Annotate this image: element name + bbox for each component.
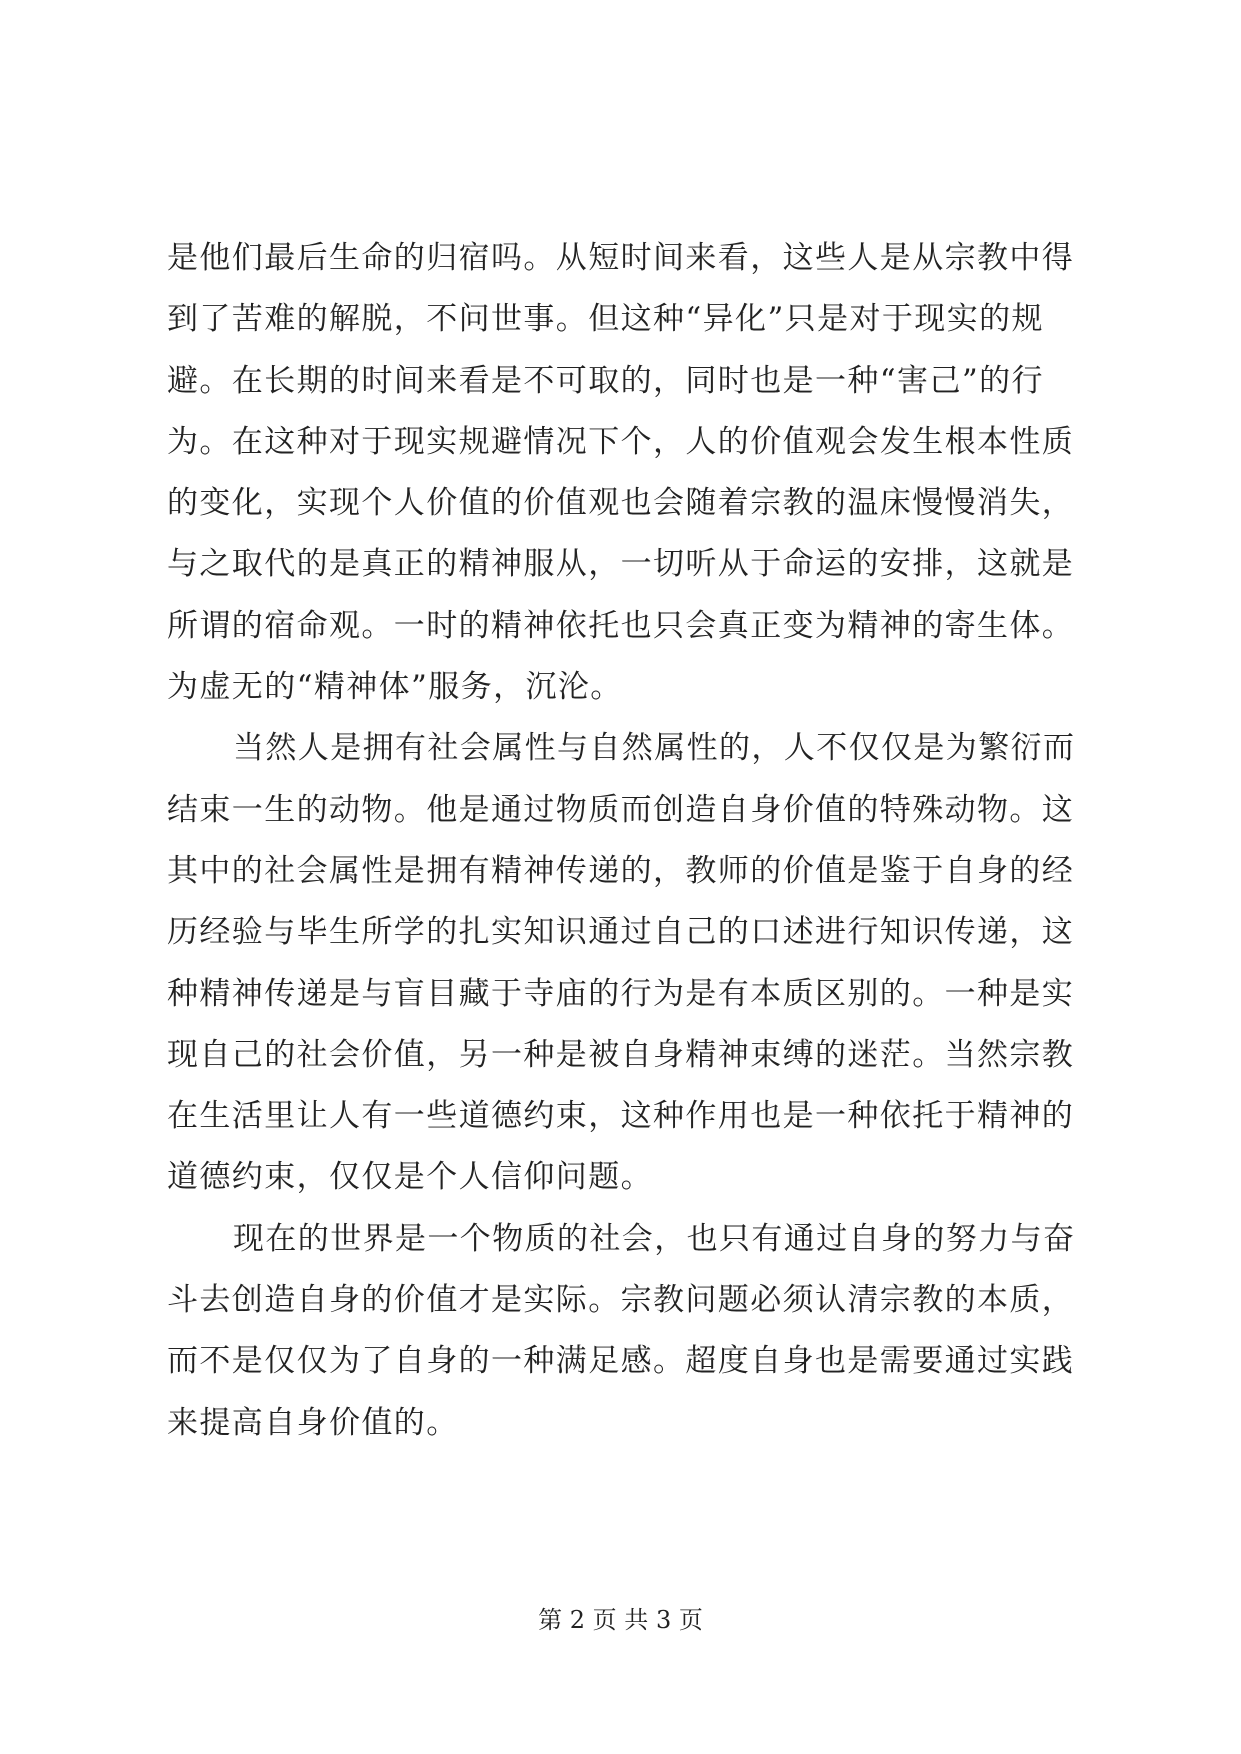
text-line: 在生活里让人有一些道德约束，这种作用也是一种依托于精神的 [167,1098,1075,1135]
paragraph-first-line: 现在的世界是一个物质的社会，也只有通过自身的努力与奋 [233,1220,1076,1257]
text-line: 为。在这种对于现实规避情况下个，人的价值观会发生根本性质 [167,423,1075,460]
text-line: 斗去创造自身的价值才是实际。宗教问题必须认清宗教的本质， [167,1282,1075,1319]
text-line: 的变化，实现个人价值的价值观也会随着宗教的温床慢慢消失， [167,485,1075,522]
text-line: 而不是仅仅为了自身的一种满足感。超度自身也是需要通过实践 [167,1343,1075,1380]
text-line: 与之取代的是真正的精神服从，一切听从于命运的安排，这就是 [167,546,1075,583]
body-text [167,228,1077,1454]
text-line: 历经验与毕生所学的扎实知识通过自己的口述进行知识传递，这 [167,914,1075,951]
text-line: 是他们最后生命的归宿吗。从短时间来看，这些人是从宗教中得 [167,240,1075,276]
text-line: 现自己的社会价值，另一种是被自身精神束缚的迷茫。当然宗教 [167,1036,1075,1073]
text-line: 到了苦难的解脱，不问世事。但这种“异化”只是对于现实的规 [167,301,1044,338]
text-line: 所谓的宿命观。一时的精神依托也只会真正变为精神的寄生体。 [167,607,1075,644]
text-line: 避。在长期的时间来看是不可取的，同时也是一种“害己”的行 [167,362,1044,399]
page-number-footer: 第 2 页 共 3 页 [538,1606,703,1634]
text-line: 其中的社会属性是拥有精神传递的，教师的价值是鉴于自身的经 [167,852,1075,889]
paragraph-first-line: 当然人是拥有社会属性与自然属性的，人不仅仅是为繁衍而 [233,730,1076,767]
text-line: 为虚无的“精神体”服务，沉沦。 [167,669,623,706]
text-line: 道德约束，仅仅是个人信仰问题。 [167,1159,653,1196]
text-line: 结束一生的动物。他是通过物质而创造自身价值的特殊动物。这 [167,791,1075,828]
text-line: 来提高自身价值的。 [167,1404,459,1441]
text-line: 种精神传递是与盲目藏于寺庙的行为是有本质区别的。一种是实 [167,975,1075,1012]
